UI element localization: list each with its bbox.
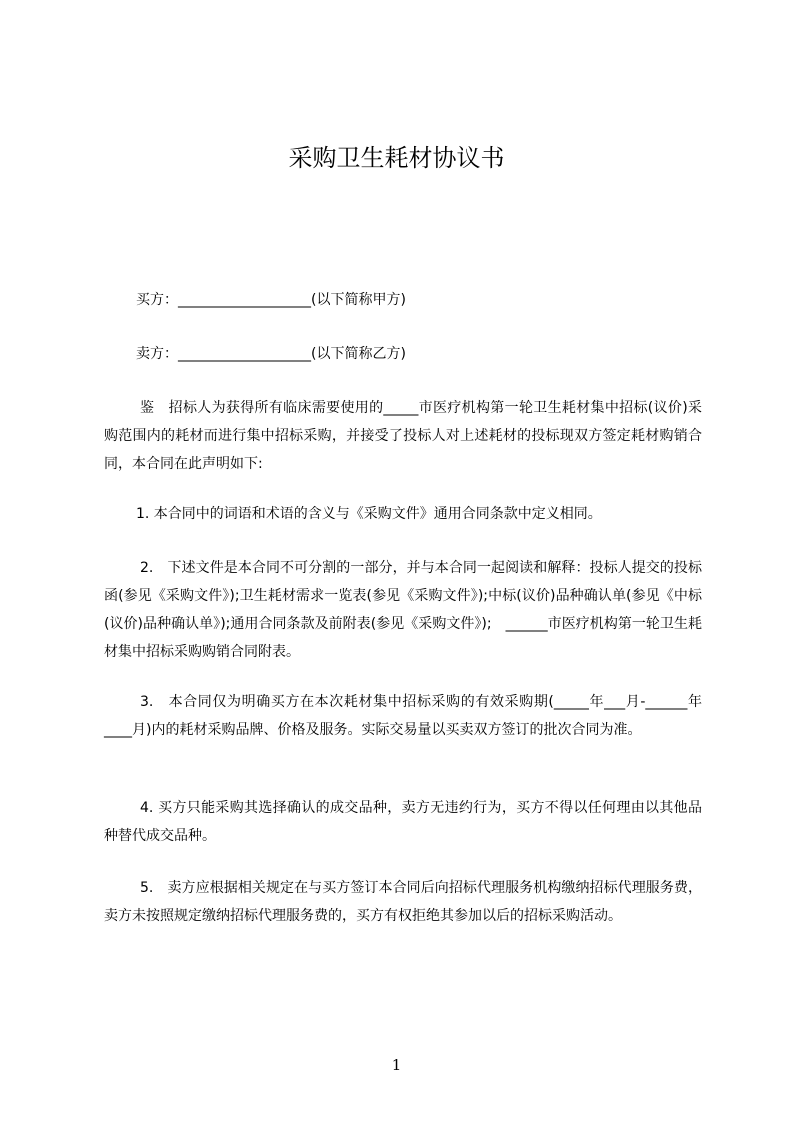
seller-line: 卖方：___________________(以下简称乙方) <box>136 346 406 362</box>
clause-1: 1. 本合同中的词语和术语的含义与《采购文件》通用合同条款中定义相同。 <box>136 506 602 522</box>
preamble-paragraph: 鉴 招标人为获得所有临床需要使用的_____市医疗机构第一轮卫生耗材集中招标(议价)采购范围内的耗材而进行集中招标采购，并接受了投标人对上述耗材的投标现双方签定耗材购销合同，本合同在此声明如下: <box>104 400 702 472</box>
page-number: 1 <box>391 1056 402 1074</box>
clause-4: 4. 买方只能采购其选择确认的成交品种，卖方无违约行为，买方不得以任何理由以其他品种替代成交品种。 <box>104 800 702 844</box>
clause-5: 5. 卖方应根据相关规定在与买方签订本合同后向招标代理服务机构缴纳招标代理服务费，卖方未按照规定缴纳招标代理服务费的，买方有权拒绝其参加以后的招标采购活动。 <box>104 880 702 924</box>
document-title: 采购卫生耗材协议书 <box>288 144 505 172</box>
clause-3: 3. 本合同仅为明确买方在本次耗材集中招标采购的有效采购期(_____年___月-______年____月)内的耗材采购品牌、价格及服务。实际交易量以买卖双方签订的批次合同为准。 <box>104 694 702 738</box>
clause-2: 2. 下述文件是本合同不可分割的一部分，并与本合同一起阅读和解释：投标人提交的投标函(参见《采购文件》);卫生耗材需求一览表(参见《采购文件》);中标(议价)品种确认单(参见《中标(议价)品种确认单》);通用合同条款及前附表(参见《采购文件》); ______市医疗机构第一轮卫生耗材集中招标采购购销合同附表。 <box>104 560 702 660</box>
buyer-line: 买方：___________________(以下简称甲方) <box>136 292 406 308</box>
